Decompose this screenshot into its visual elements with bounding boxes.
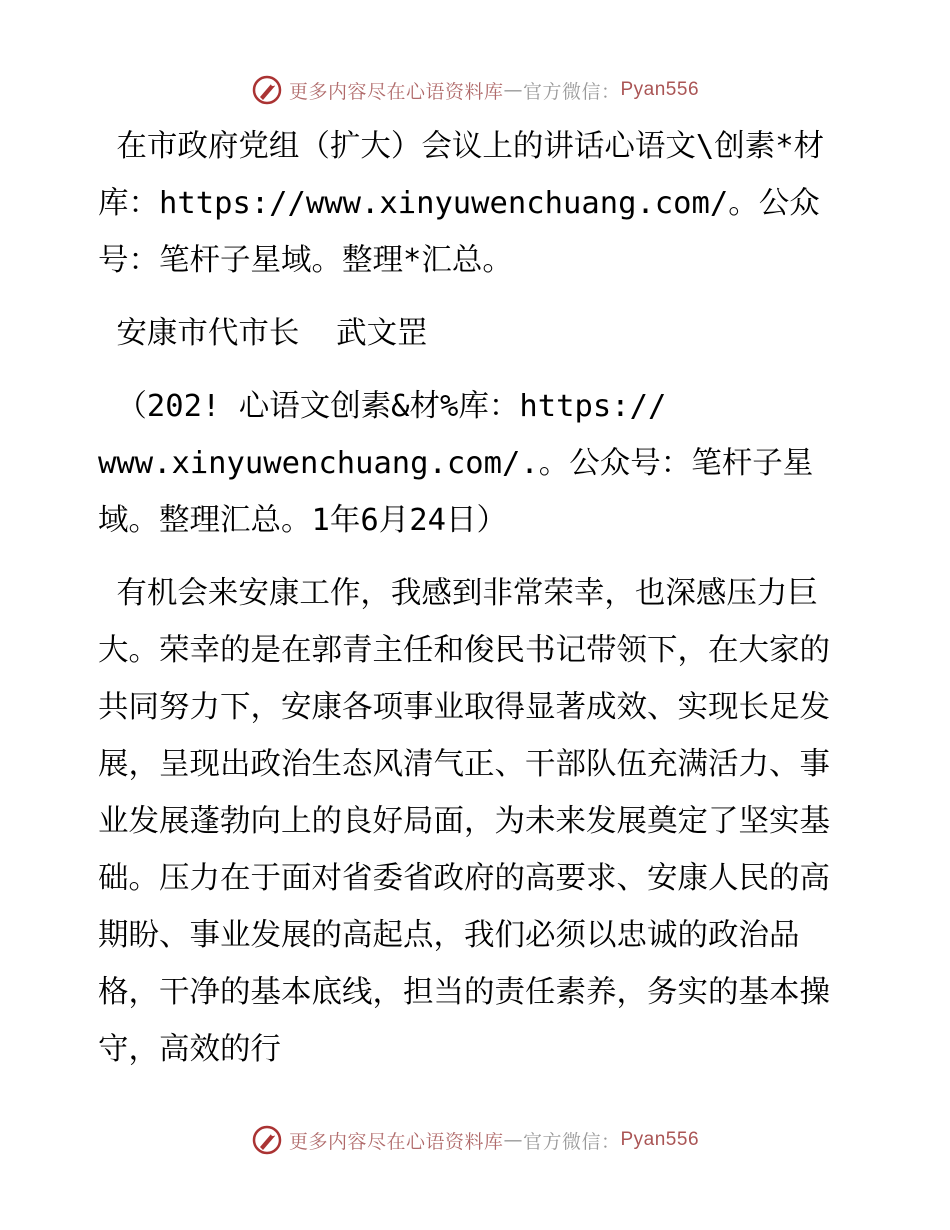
watermark-wechat-id: Pyan556 [620, 1129, 700, 1150]
document-date: （202! 心语文创素&材%库：https:// www.xinyuwenchuang.com/.。公众号：笔杆子星域。整理汇总。1年6月24日） [98, 389, 814, 538]
watermark-contact-label: 官方微信： [522, 80, 621, 103]
pen-circle-logo-icon [251, 74, 283, 106]
watermark-separator: — [503, 79, 523, 101]
document-paragraph: 有机会来安康工作，我感到非常荣幸，也深感压力巨大。荣幸的是在郭青主任和俊民书记带领下，在大家的共同努力下，安康各项事业取得显著成效、实现长足发展，呈现出政治生态风清气正、干部队伍充满活力、事业发展蓬勃向上的良好局面，为未来发展奠定了坚实基础。压力在于面对省委省政府的高要求、安康人民的高期盼、事业发展的高起点，我们必须以忠诚的政治品格，干净的基本底线，担当的责任素养，务实的基本操守，高效的行 [98, 576, 830, 1067]
document-speaker: 安康市代市长 武文罡 [98, 316, 428, 351]
watermark-main-text: 更多内容尽在心语资料库 [288, 1130, 504, 1153]
watermark-main-text: 更多内容尽在心语资料库 [288, 80, 504, 103]
watermark-wechat-id: Pyan556 [620, 79, 700, 100]
watermark-contact-label: 官方微信： [522, 1130, 621, 1153]
document-title: 在市政府党组（扩大）会议上的讲话心语文\创素*材库：https://www.xinyuwenchuang.com/。公众号：笔杆子星域。整理*汇总。 [98, 129, 825, 278]
pen-circle-logo-icon [251, 1124, 283, 1156]
watermark-footer [0, 1120, 950, 1160]
document-body [98, 118, 858, 1094]
watermark-separator: — [503, 1129, 523, 1151]
watermark-header [0, 70, 950, 110]
